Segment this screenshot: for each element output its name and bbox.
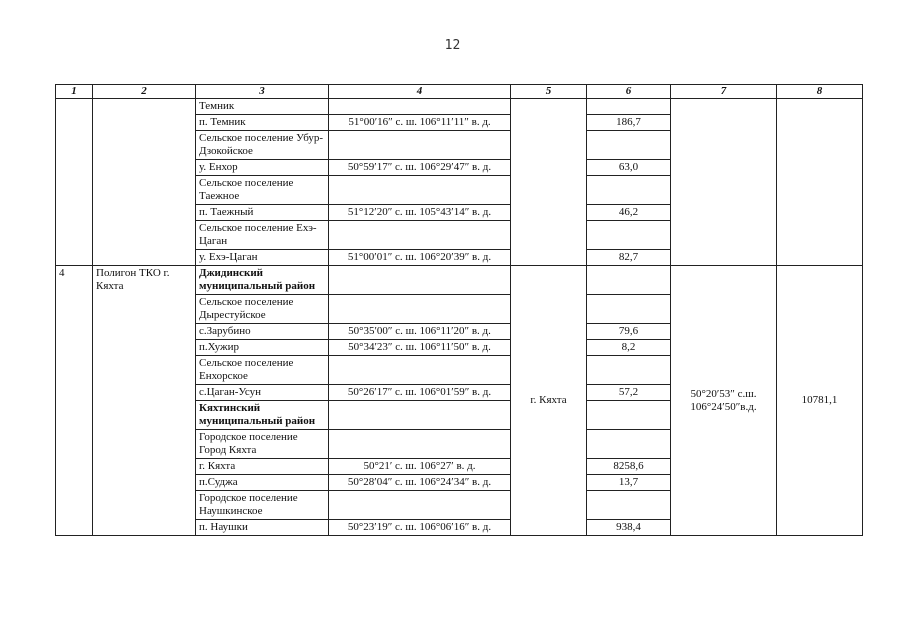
settlement-coordinates xyxy=(329,176,511,205)
column-header-2: 2 xyxy=(93,85,196,99)
settlement-name: у. Ехэ-Цаган xyxy=(196,250,329,266)
waste-volume: 63,0 xyxy=(587,160,671,176)
settlement-name: г. Кяхта xyxy=(196,459,329,475)
waste-volume xyxy=(587,176,671,205)
object-coordinates-cell: 50°20′53″ с.ш. 106°24′50″в.д. xyxy=(671,266,777,536)
column-header-7: 7 xyxy=(671,85,777,99)
object-coordinates-cell xyxy=(671,99,777,266)
settlement-coordinates xyxy=(329,356,511,385)
settlement-coordinates: 50°34′23″ с. ш. 106°11′50″ в. д. xyxy=(329,340,511,356)
settlement-name: с.Зарубино xyxy=(196,324,329,340)
settlement-name: Городское поселение Город Кяхта xyxy=(196,430,329,459)
capacity-cell xyxy=(777,99,863,266)
settlement-coordinates: 51°00′16″ с. ш. 106°11′11″ в. д. xyxy=(329,115,511,131)
waste-volume: 46,2 xyxy=(587,205,671,221)
row-number-cell xyxy=(56,99,93,266)
waste-volume: 57,2 xyxy=(587,385,671,401)
settlement-name: п.Хужир xyxy=(196,340,329,356)
settlement-name: Сельское поселение Ехэ-Цаган xyxy=(196,221,329,250)
settlement-name: Сельское поселение Енхорское xyxy=(196,356,329,385)
settlement-name: Городское поселение Наушкинское xyxy=(196,491,329,520)
waste-volume xyxy=(587,356,671,385)
waste-volume xyxy=(587,131,671,160)
settlement-name: Темник xyxy=(196,99,329,115)
settlement-name: Сельское поселение Дырестуйское xyxy=(196,295,329,324)
column-header-3: 3 xyxy=(196,85,329,99)
waste-volume xyxy=(587,430,671,459)
settlement-coordinates: 51°12′20″ с. ш. 105°43′14″ в. д. xyxy=(329,205,511,221)
settlement-coordinates xyxy=(329,266,511,295)
column-header-1: 1 xyxy=(56,85,93,99)
settlement-coordinates xyxy=(329,491,511,520)
table-body xyxy=(56,99,863,536)
settlement-coordinates: 50°35′00″ с. ш. 106°11′20″ в. д. xyxy=(329,324,511,340)
waste-volume: 938,4 xyxy=(587,520,671,536)
settlement-name: с.Цаган-Усун xyxy=(196,385,329,401)
page-number: 12 xyxy=(444,38,461,53)
waste-volume: 8,2 xyxy=(587,340,671,356)
settlement-name: Сельское поселение Таежное xyxy=(196,176,329,205)
settlement-coordinates: 50°59′17″ с. ш. 106°29′47″ в. д. xyxy=(329,160,511,176)
settlement-coordinates xyxy=(329,221,511,250)
settlement-coordinates xyxy=(329,131,511,160)
object-name-cell: Полигон ТКО г. Кяхта xyxy=(93,266,196,536)
settlement-name: п. Темник xyxy=(196,115,329,131)
waste-volume: 13,7 xyxy=(587,475,671,491)
waste-volume: 79,6 xyxy=(587,324,671,340)
settlement-name: Джидинский муниципальный район xyxy=(196,266,329,295)
settlement-coordinates: 50°23′19″ с. ш. 106°06′16″ в. д. xyxy=(329,520,511,536)
waste-volume: 8258,6 xyxy=(587,459,671,475)
locality-cell xyxy=(511,99,587,266)
settlement-name: Кяхтинский муниципальный район xyxy=(196,401,329,430)
waste-volume: 82,7 xyxy=(587,250,671,266)
column-header-5: 5 xyxy=(511,85,587,99)
column-header-4: 4 xyxy=(329,85,511,99)
settlement-name: п.Суджа xyxy=(196,475,329,491)
table-row xyxy=(56,266,863,295)
locality-cell: г. Кяхта xyxy=(511,266,587,536)
waste-volume xyxy=(587,295,671,324)
settlement-coordinates: 50°21′ с. ш. 106°27′ в. д. xyxy=(329,459,511,475)
table-row xyxy=(56,99,863,115)
row-number-cell: 4 xyxy=(56,266,93,536)
settlement-coordinates xyxy=(329,295,511,324)
waste-volume xyxy=(587,99,671,115)
waste-volume xyxy=(587,401,671,430)
object-name-cell xyxy=(93,99,196,266)
settlement-name: Сельское поселение Убур-Дзокойское xyxy=(196,131,329,160)
settlement-coordinates: 51°00′01″ с. ш. 106°20′39″ в. д. xyxy=(329,250,511,266)
settlement-coordinates xyxy=(329,430,511,459)
settlement-name: п. Наушки xyxy=(196,520,329,536)
capacity-cell: 10781,1 xyxy=(777,266,863,536)
waste-volume xyxy=(587,221,671,250)
waste-volume xyxy=(587,491,671,520)
waste-volume: 186,7 xyxy=(587,115,671,131)
settlement-coordinates xyxy=(329,99,511,115)
settlement-name: у. Енхор xyxy=(196,160,329,176)
settlement-coordinates: 50°28′04″ с. ш. 106°24′34″ в. д. xyxy=(329,475,511,491)
header-row xyxy=(56,85,863,99)
waste-volume xyxy=(587,266,671,295)
column-header-6: 6 xyxy=(587,85,671,99)
column-header-8: 8 xyxy=(777,85,863,99)
landfill-table xyxy=(55,84,863,536)
settlement-coordinates xyxy=(329,401,511,430)
settlement-name: п. Таежный xyxy=(196,205,329,221)
settlement-coordinates: 50°26′17″ с. ш. 106°01′59″ в. д. xyxy=(329,385,511,401)
